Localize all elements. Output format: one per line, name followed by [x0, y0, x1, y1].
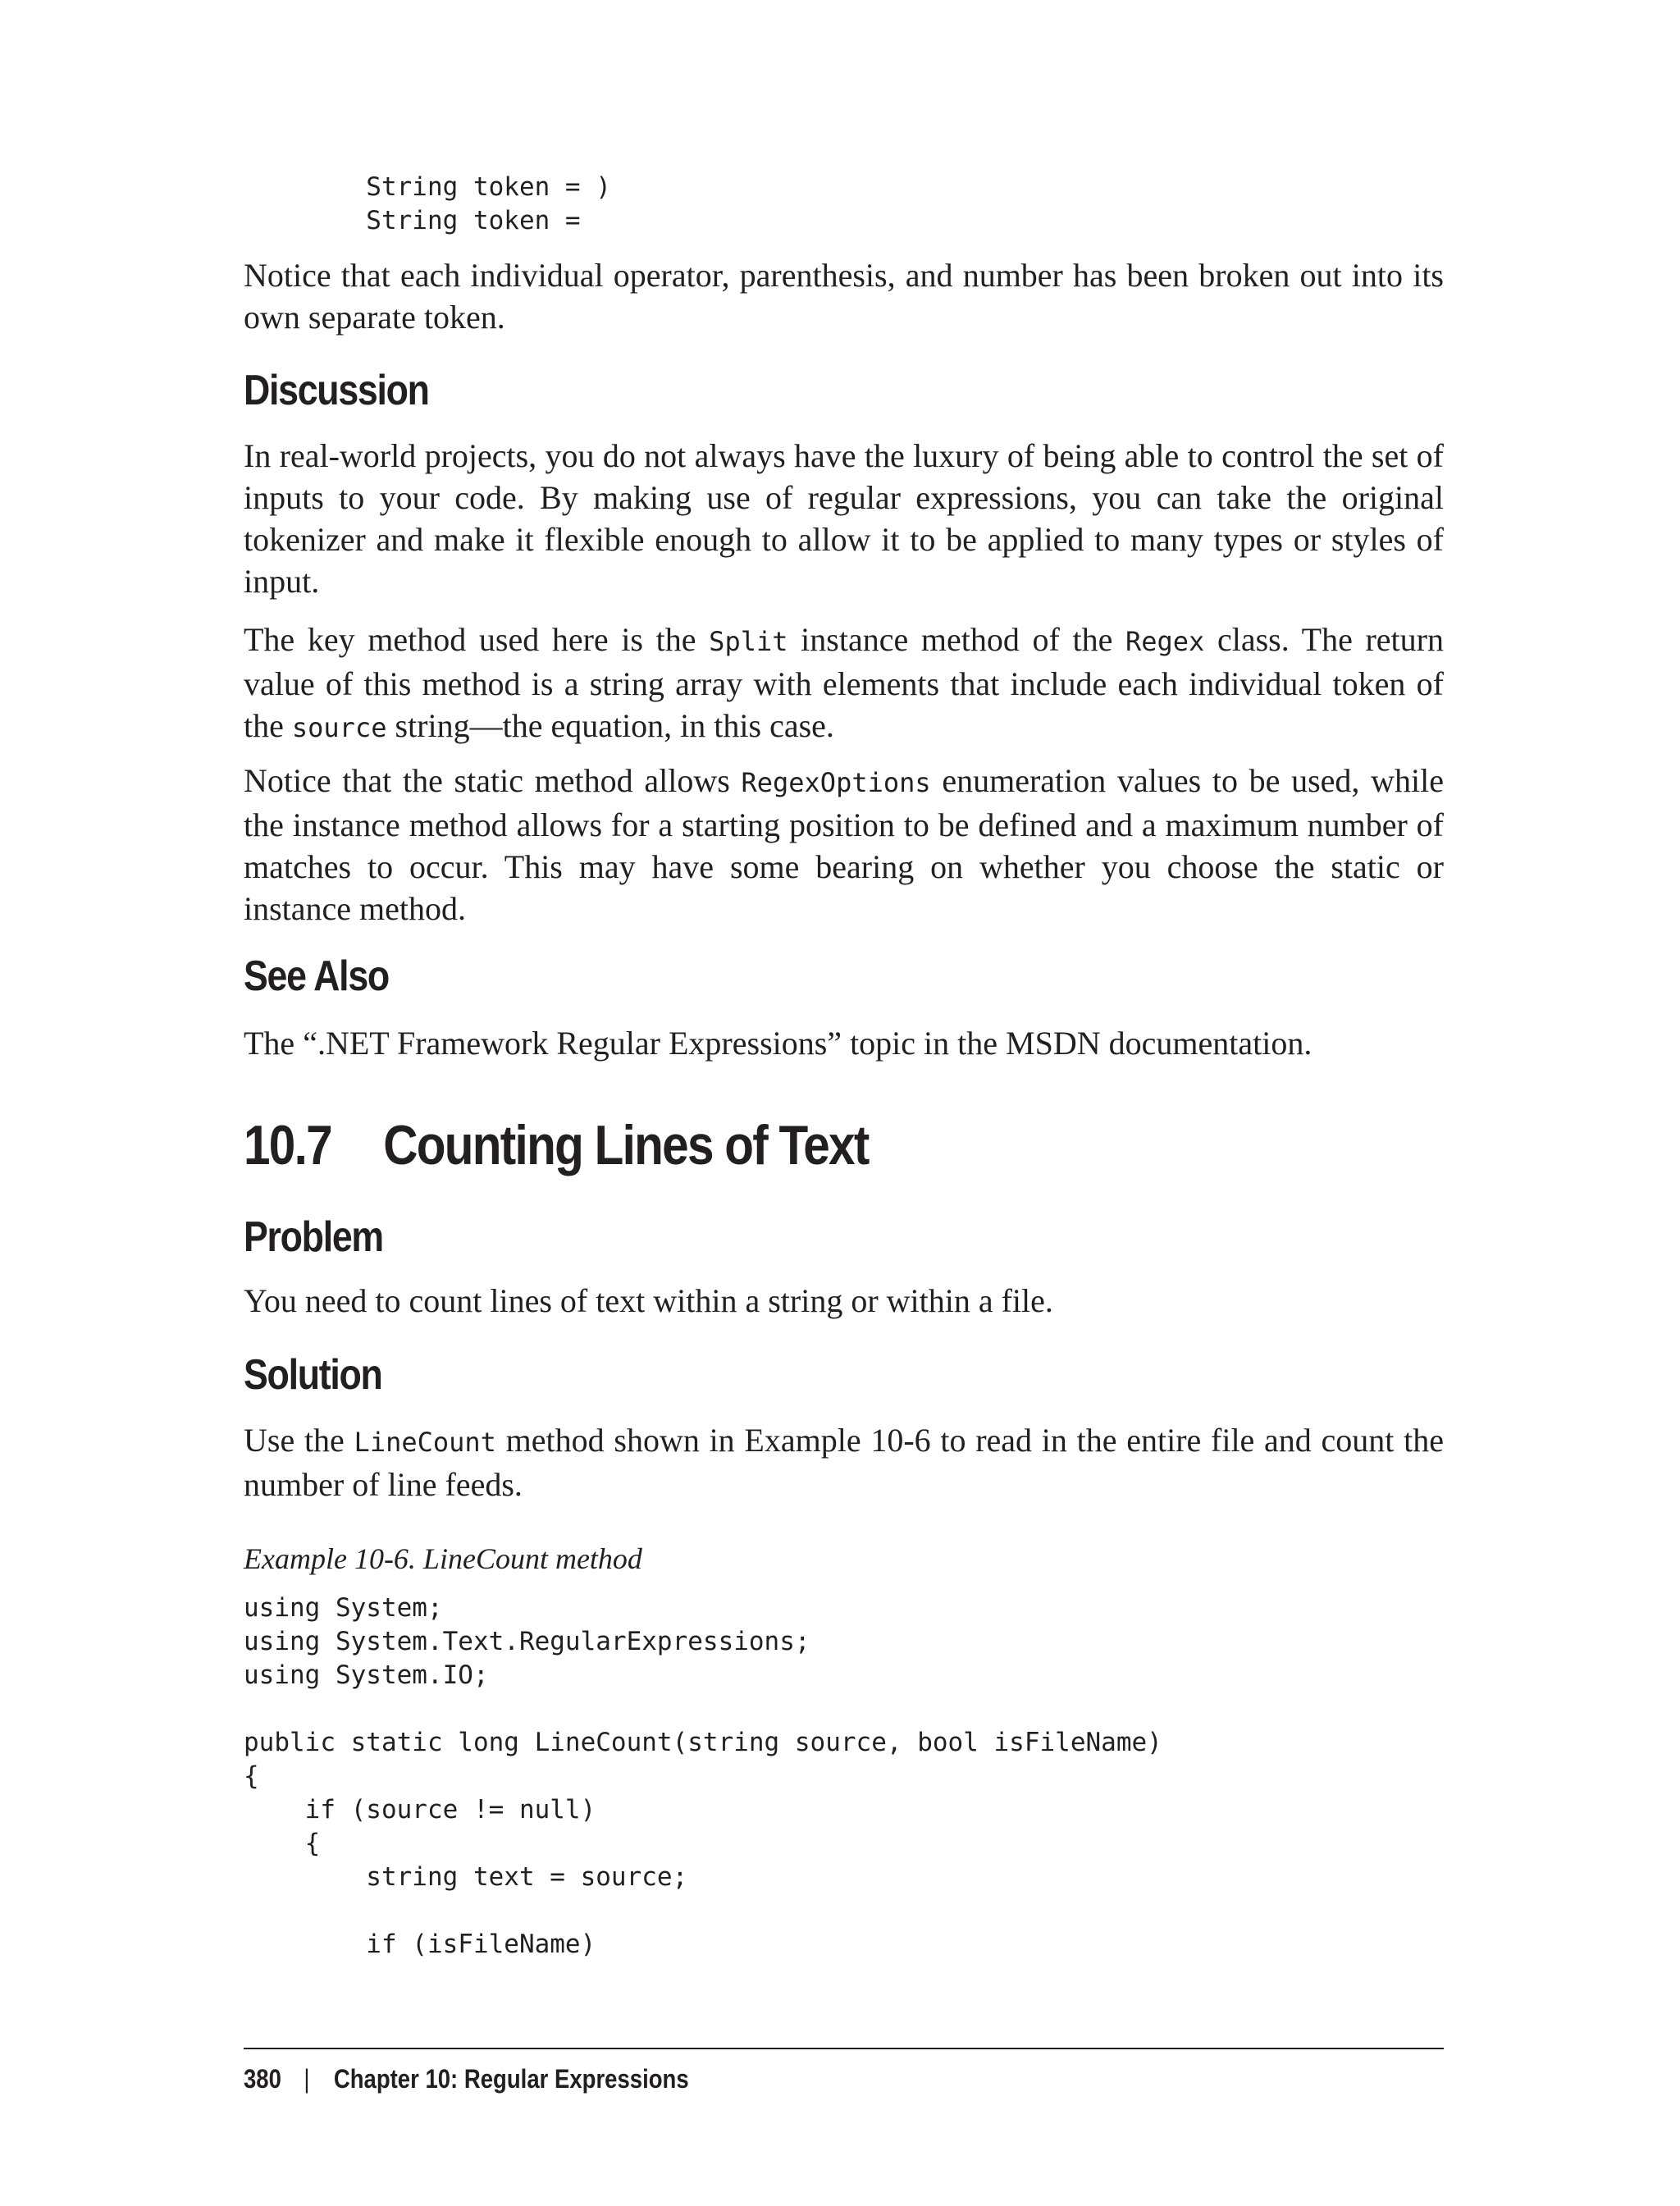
- section-title-text: Counting Lines of Text: [383, 1114, 869, 1176]
- heading-solution: Solution: [244, 1351, 382, 1399]
- discussion-paragraph-1: In real-world projects, you do not always have the luxury of being able to control the set of inputs to your code. By making use of regular expressions, you can take the original tokenizer and make it flexible enough to allow it to be applied to many types or styles of input.: [244, 437, 1444, 600]
- code-inline: Split: [709, 626, 788, 657]
- discussion-paragraph-2: [244, 619, 1444, 749]
- see-also-text: The “.NET Framework Regular Expressions” topic in the MSDN documentation.: [244, 1025, 1312, 1062]
- text-span: string—the equation, in this case.: [386, 707, 834, 744]
- discussion-paragraph-3: [244, 760, 1444, 929]
- code-inline: Regex: [1125, 626, 1205, 657]
- page-number: 380: [244, 2064, 281, 2094]
- heading-see-also: See Also: [244, 952, 389, 1000]
- footer-separator: |: [304, 2064, 310, 2094]
- example-code-block: using System; using System.Text.RegularExpressions; using System.IO; public static long LineCount(string source, bool isFileName) { if (source != null) { string text = source; if (isFileName): [244, 1593, 1162, 1959]
- solution-text: [244, 1419, 1444, 1505]
- intro-paragraph: Notice that each individual operator, parenthesis, and number has been broken out into its own separate token.: [244, 257, 1444, 336]
- text-span: The key method used here is the: [244, 621, 710, 658]
- heading-problem: Problem: [244, 1213, 383, 1261]
- heading-discussion: Discussion: [244, 367, 429, 414]
- page-footer: [244, 2048, 1444, 2094]
- text-span: instance method of the: [788, 621, 1125, 658]
- code-inline: source: [291, 712, 387, 743]
- text-span: class. The return value of this method is a string array with elements that include each individual token of the: [244, 621, 1444, 744]
- section-number: 10.7: [244, 1114, 331, 1176]
- code-inline: LineCount: [354, 1427, 496, 1458]
- text-span: Notice that the static method allows: [244, 762, 742, 799]
- text-span: enumeration values to be used, while the instance method allows for a starting position to be defined and a maximum number of matches to occur. This may have some bearing on whether you choose the static or instance method.: [244, 762, 1444, 927]
- text-span: method shown in Example 10-6 to read in the entire file and count the number of line feeds.: [244, 1422, 1444, 1503]
- footer-text: [244, 2064, 689, 2094]
- text-span: Use the: [244, 1422, 354, 1459]
- problem-text: You need to count lines of text within a string or within a file.: [244, 1282, 1053, 1319]
- example-caption: Example 10-6. LineCount method: [244, 1542, 642, 1575]
- code-line: String token =: [244, 206, 596, 235]
- chapter-title: Chapter 10: Regular Expressions: [333, 2064, 689, 2094]
- code-inline: RegexOptions: [741, 767, 931, 798]
- code-line: String token = ): [244, 172, 611, 202]
- section-title: [244, 1112, 869, 1178]
